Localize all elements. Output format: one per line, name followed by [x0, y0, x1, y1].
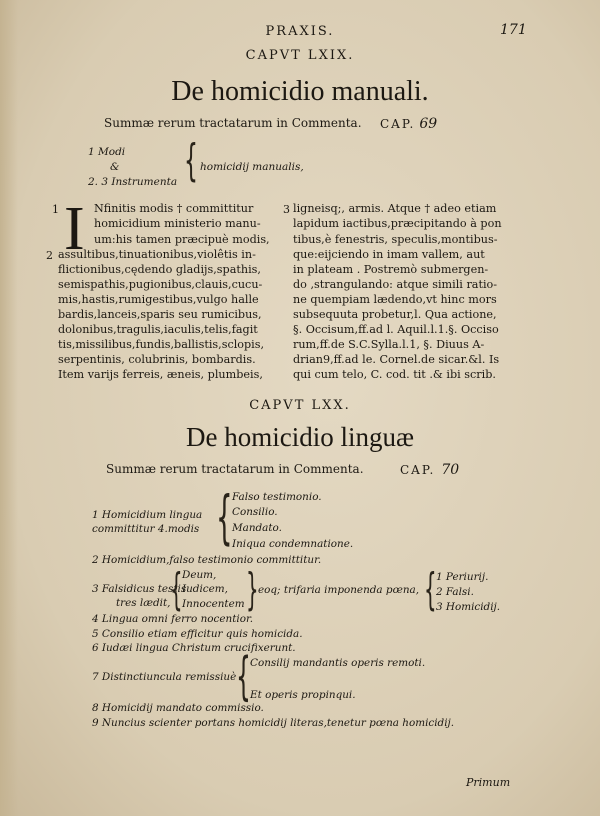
left-column-line: Nfinitis modis † committitur — [94, 202, 254, 215]
left-column-line: serpentinis, colubrinis, bombardis. — [58, 353, 256, 366]
left-column-line: mis,hastis,rumigestibus,vulgo halle — [58, 293, 259, 306]
right-column-line: qui cum telo, C. cod. tit .& ibi scrib. — [293, 368, 496, 381]
chapter-70-cap — [400, 462, 459, 478]
mode-item: Iniqua condemnatione. — [232, 538, 354, 550]
chapter-70-caput: CAPVT LXX. — [249, 398, 351, 413]
cap-number: 70 — [441, 462, 460, 478]
item-7-b: Et operis propinqui. — [250, 689, 356, 701]
right-column-line: que:eijciendo in imam vallem, aut — [293, 248, 485, 261]
chapter-69-cap — [380, 116, 437, 132]
outline-item-1: 1 Modi — [88, 146, 126, 158]
distinction-brace: { — [236, 647, 251, 707]
chapter-69-caput: CAPVT LXIX. — [245, 48, 355, 63]
margin-number-3: 3 — [283, 203, 290, 216]
left-column-line: flictionibus,cędendo gladijs,spathis, — [58, 263, 261, 276]
whom-brace: { — [170, 564, 183, 615]
right-column-line: lapidum iactibus,præcipitando à pon — [293, 217, 502, 230]
outline-target: homicidij manualis, — [200, 161, 304, 173]
chapter-70-title: De homicidio linguæ — [186, 422, 414, 452]
penalty-item: 1 Periurij. — [436, 571, 489, 583]
margin-number-2: 2 — [46, 249, 53, 262]
left-column-line: um:his tamen præcipuè modis, — [94, 233, 270, 246]
left-column-line: tis,missilibus,fundis,ballistis,sclopis, — [58, 338, 265, 351]
right-column-line: tibus,è fenestris, speculis,montibus- — [293, 233, 498, 246]
item-1-line-a: 1 Homicidium lingua — [92, 509, 203, 521]
chapter-69-title: De homicidio manuali. — [171, 76, 429, 107]
item-9: 9 Nuncius scienter portans homicidij literas,tenetur pœna homicidij. — [92, 717, 455, 729]
running-head: PRAXIS. — [265, 24, 335, 39]
cap-label: CAP. — [380, 117, 416, 131]
left-column-line: homicidium ministerio manu- — [94, 217, 261, 230]
right-column-line: rum,ff.de S.C.Sylla.l.1, §. Diuus A- — [293, 338, 485, 351]
mode-item: Mandato. — [232, 522, 282, 534]
item-3-line-b: tres lædit, — [116, 597, 171, 609]
penalty-brace-left: } — [246, 564, 259, 615]
left-column-line: assultibus,tinuationibus,violêtis in- — [58, 248, 256, 261]
outline-and: & — [110, 161, 120, 173]
item-3-penalty-text: eoq; trifaria imponenda pœna, — [258, 584, 420, 596]
left-column-line: Item varijs ferreis, æneis, plumbeis, — [58, 368, 263, 381]
right-column-line: ne quempiam lædendo,vt hinc mors — [293, 293, 497, 306]
right-column-line: subsequuta probetur,l. Qua actione, — [293, 308, 497, 321]
left-column-line: dolonibus,tragulis,iaculis,telis,fagit — [58, 323, 258, 336]
item-3-line-a: 3 Falsidicus testis — [92, 583, 187, 595]
penalty-brace-right: { — [424, 564, 437, 615]
page-number: 171 — [500, 22, 527, 38]
chapter-70-summary: Summæ rerum tractatarum in Commenta. — [106, 462, 364, 476]
penalty-item: 2 Falsi. — [436, 586, 474, 598]
item-1-line-b: committitur 4.modis — [92, 523, 200, 535]
whom-item: Deum, — [182, 569, 217, 581]
right-column-line: in plateam . Postremò submergen- — [293, 263, 489, 276]
cap-number: 69 — [419, 116, 438, 132]
mode-item: Falso testimonio. — [232, 491, 322, 503]
item-8: 8 Homicidij mandato commissio. — [92, 702, 264, 714]
drop-capital: I — [64, 195, 85, 263]
item-6: 6 Iudæi lingua Christum crucifixerunt. — [92, 642, 296, 654]
right-column-line: drian9,ff.ad le. Cornel.de sicar.&l. Is — [293, 353, 500, 366]
margin-number-1: 1 — [52, 203, 59, 216]
item-7: 7 Distinctiuncula remissiuè — [92, 671, 237, 683]
item-5: 5 Consilio etiam efficitur quis homicida. — [92, 628, 303, 640]
penalty-item: 3 Homicidij. — [436, 601, 501, 613]
cap-label: CAP. — [400, 463, 436, 477]
catchword: Primum — [466, 776, 511, 789]
left-column-line: bardis,lanceis,sparis seu rumicibus, — [58, 308, 262, 321]
right-column-line: do ,strangulando: atque simili ratio- — [293, 278, 498, 291]
modes-brace: { — [216, 483, 233, 551]
item-2: 2 Homicidium,falso testimonio committitur. — [92, 554, 322, 566]
mode-item: Consilio. — [232, 506, 278, 518]
item-4: 4 Lingua omni ferro nocentior. — [92, 613, 254, 625]
whom-item: Innocentem — [182, 598, 245, 610]
outline-item-2: 2. 3 Instrumenta — [88, 176, 178, 188]
item-7-a: Consilij mandantis operis remoti. — [250, 657, 426, 669]
right-column-line: ligneisq;, armis. Atque † adeo etiam — [293, 202, 497, 215]
outline-brace: { — [184, 135, 198, 186]
left-column-line: semispathis,pugionibus,clauis,cucu- — [58, 278, 263, 291]
chapter-69-summary: Summæ rerum tractatarum in Commenta. — [104, 116, 362, 130]
whom-item: Iudicem, — [182, 583, 228, 595]
right-column-line: §. Occisum,ff.ad l. Aquil.l.1.§. Occiso — [293, 323, 499, 336]
